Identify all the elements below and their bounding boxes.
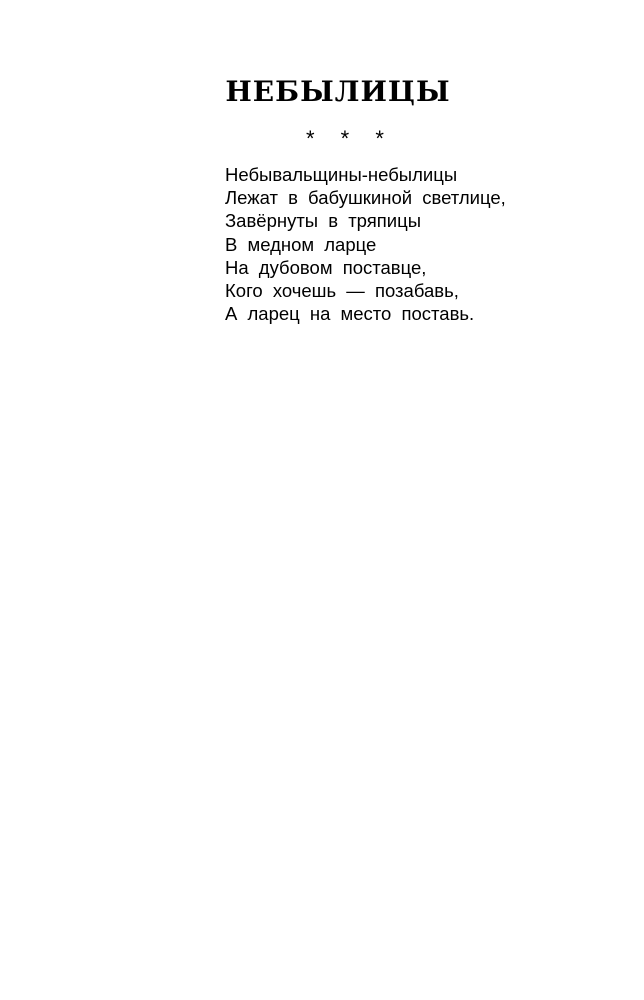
poem-title: НЕБЫЛИЦЫ [225, 75, 451, 108]
section-separator: * * * [306, 126, 394, 151]
poem-line: На дубовом поставце, [225, 256, 427, 278]
poem-line: Завёрнуты в тряпицы [225, 210, 422, 232]
poem-line: А ларец на место поставь. [225, 303, 475, 325]
poem-line: В медном ларце [225, 233, 377, 255]
poem-line: Лежат в бабушкиной светлице, [225, 187, 506, 209]
poem-line: Небывальщины-небылицы [225, 164, 458, 185]
poem-stanza [225, 163, 506, 325]
poem-line: Кого хочешь — позабавь, [225, 280, 459, 302]
